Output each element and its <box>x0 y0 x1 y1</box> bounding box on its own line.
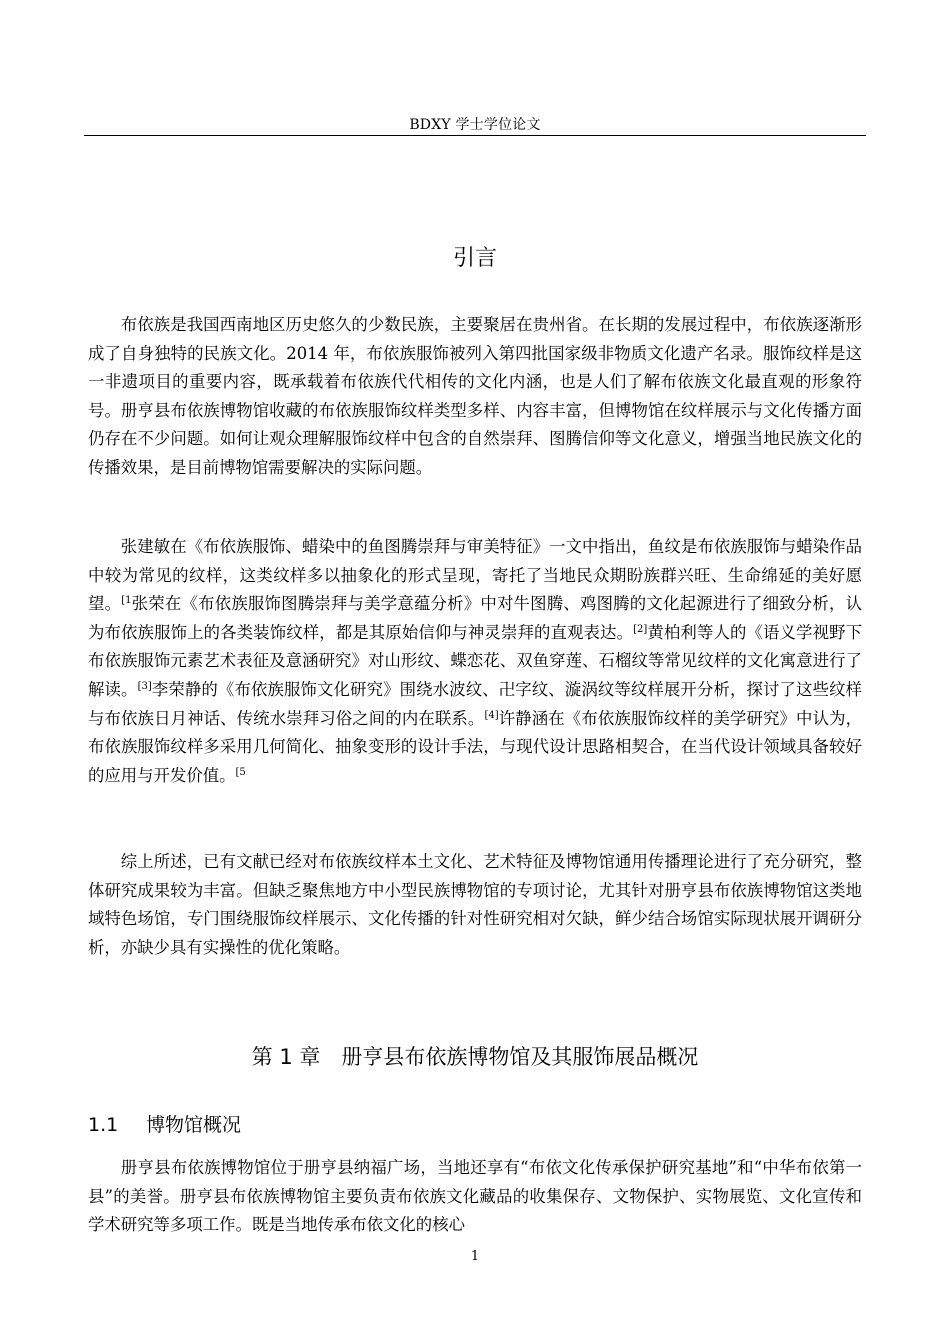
citation-marker: [1 <box>121 595 132 607</box>
section-title: 博物馆概况 <box>146 1114 242 1136</box>
intro-paragraph-2 <box>88 533 862 790</box>
intro-title: 引言 <box>452 246 497 271</box>
header-rule <box>84 135 866 136</box>
page-number: 1 <box>470 1249 480 1264</box>
citation-marker: [4] <box>484 709 499 721</box>
paragraph-text: 黄柏利等人的《语义学视野下布依族服饰元素艺术表征及意涵研究》对山形纹、蝶恋花、双鱼穿莲、石榴纹等常见纹样的文化寓意进行了解读。 <box>88 622 862 699</box>
paragraph-text: 布依族是我国西南地区历史悠久的少数民族，主要聚居在贵州省。在长期的发展过程中，布依族逐渐形成了自身独特的民族文化。2014 年，布依族服饰被列入第四批国家级非物质文化遗产名录。服饰纹样是这一非遗项目的重要内容，既承载着布依族代代相传的文化内涵，也是人们了解布依族文化最直观的形象符号。册亨县布依族博物馆收藏的布依族服饰纹样类型多样、内容丰富，但博物馆在纹样展示与文化传播方面仍存在不少问题。如何让观众理解服饰纹样中包含的自然崇拜、图腾信仰等文化意义，增强当地民族文化的传播效果，是目前博物馆需要解决的实际问题。 <box>88 315 862 477</box>
paragraph-text: 综上所述，已有文献已经对布依族纹样本土文化、艺术特征及博物馆通用传播理论进行了充分研究，整体研究成果较为丰富。但缺乏聚焦地方中小型民族博物馆的专项讨论，尤其针对册亨县布依族博物馆这类地域特色场馆，专门围绕服饰纹样展示、文化传播的针对性研究相对欠缺，鲜少结合场馆实际现状展开调研分析，亦缺少具有实操性的优化策略。 <box>88 852 862 957</box>
section-number: 1.1 <box>88 1114 119 1136</box>
intro-paragraph-3 <box>88 848 862 962</box>
paragraph-text: 张荣在《布依族服饰图腾崇拜与美学意蕴分析》中对牛图腾、鸡图腾的文化起源进行了细致分析，认为布依族服饰上的各类装饰纹样，都是其原始信仰与神灵崇拜的直观表达。 <box>88 594 863 642</box>
paragraph-text: 许静涵在《布依族服饰纹样的美学研究》中认为，布依族服饰纹样多采用几何简化、抽象变形的设计手法，与现代设计思路相契合，在当代设计领域具备较好的应用与开发价值。 <box>88 708 863 785</box>
citation-marker: [3] <box>137 680 152 692</box>
intro-paragraph-1 <box>88 311 862 483</box>
chapter-title: 第 1 章 册亨县布依族博物馆及其服饰展品概况 <box>251 1045 699 1069</box>
citation-marker: [2] <box>633 623 648 635</box>
section-paragraph: 册亨县布依族博物馆位于册亨县纳福广场，当地还享有“布依文化传承保护研究基地”和“中华布依第一县”的美誉。册亨县布依族博物馆主要负责布依族文化藏品的收集保存、文物保护、实物展览、文化宣传和学术研究等多项工作。既是当地传承布依文化的核心 <box>88 1158 862 1235</box>
section-heading <box>88 1111 241 1139</box>
citation-marker: [5 <box>235 766 246 778</box>
paragraph-text: 李荣静的《布依族服饰文化研究》围绕水波纹、卍字纹、漩涡纹等纹样展开分析，探讨了这些纹样与布依族日月神话、传统水崇拜习俗之间的内在联系。 <box>88 679 863 728</box>
running-header: BDXY 学士学位论文 <box>409 117 541 133</box>
paragraph-text: 张建敏在《布依族服饰、蜡染中的鱼图腾崇拜与审美特征》一文中指出，鱼纹是布依族服饰与蜡染作品中较为常见的纹样，这类纹样多以抽象化的形式呈现，寄托了当地民众期盼族群兴旺、生命绵延的美好愿望。 <box>88 537 862 614</box>
